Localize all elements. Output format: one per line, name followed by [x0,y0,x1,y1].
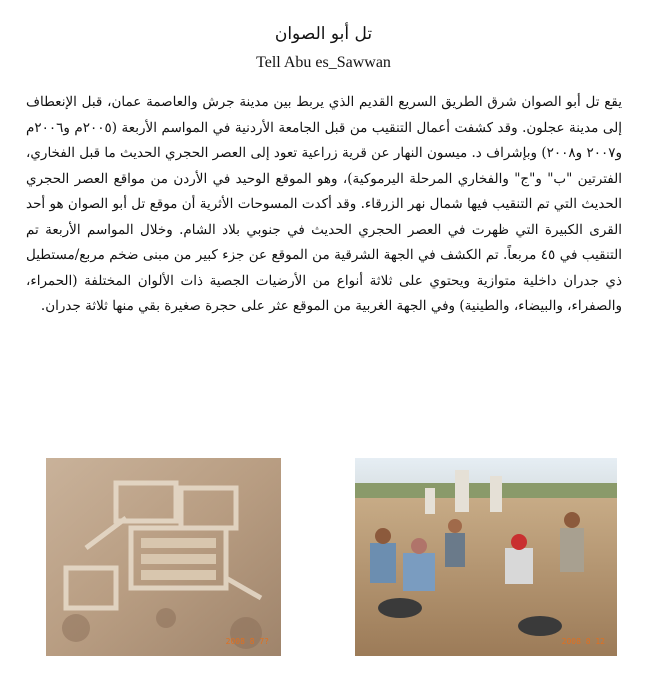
body-text: يقع تل أبو الصوان شرق الطريق السريع القديم الذي يربط بين مدينة جرش والعاصمة عمان، قبل الإنعطاف إلى مدينة عجلون. وقد كشفت أعمال التنقيب من قبل الجامعة الأردنية في المواسم الأربعة (٢٠٠٥م و٢٠٠٦م و٢٠٠٧ و٢٠٠٨) وبإشراف د. ميسون النهار عن قرية زراعية تعود إلى العصر الحجري الحديث ما قبل الفخاري، الفترتين "ب" و"ج" والفخاري المرحلة اليرموكية)، وهو الموقع الوحيد في الأردن من مواقع العصر الحجري الحديث التي تم التنقيب فيها شمال نهر الزرقاء. وقد أكدت المسوحات الأثرية أن موقع تل أبو الصوان هو أحد القرى الكبيرة التي ظهرت في العصر الحجري الحديث في جنوبي بلاد الشام. وخلال المواسم الأربعة تم التنقيب في ٤٥ مربعاً. تم الكشف في الجهة الشرقية من الموقع عن جزء كبير من مبنى ضخم مربع/مستطيل ذي جدران داخلية متوازية ويحتوي على ثلاثة أنواع من الأرضيات الجصية ذات الألوان المختلفة (الحمراء، والصفراء، والبيضاء، والطينية) وفي الجهة الغربية من الموقع عثر على حجرة صغيرة بقي منها ثلاثة جدران. [26,94,623,314]
body-paragraph [26,90,622,320]
photo-date-stamp: 2008 8 12 [561,637,605,646]
aerial-photo-image [46,458,281,656]
page-title-arabic: تل أبو الصوان [274,24,373,44]
page-title-english: Tell Abu es_Sawwan [256,54,391,71]
team-photo-image [355,458,617,656]
excavation-team-photo [355,458,617,656]
photo-date-stamp: 2008 8 7? [225,637,269,646]
excavation-aerial-photo [46,458,281,656]
